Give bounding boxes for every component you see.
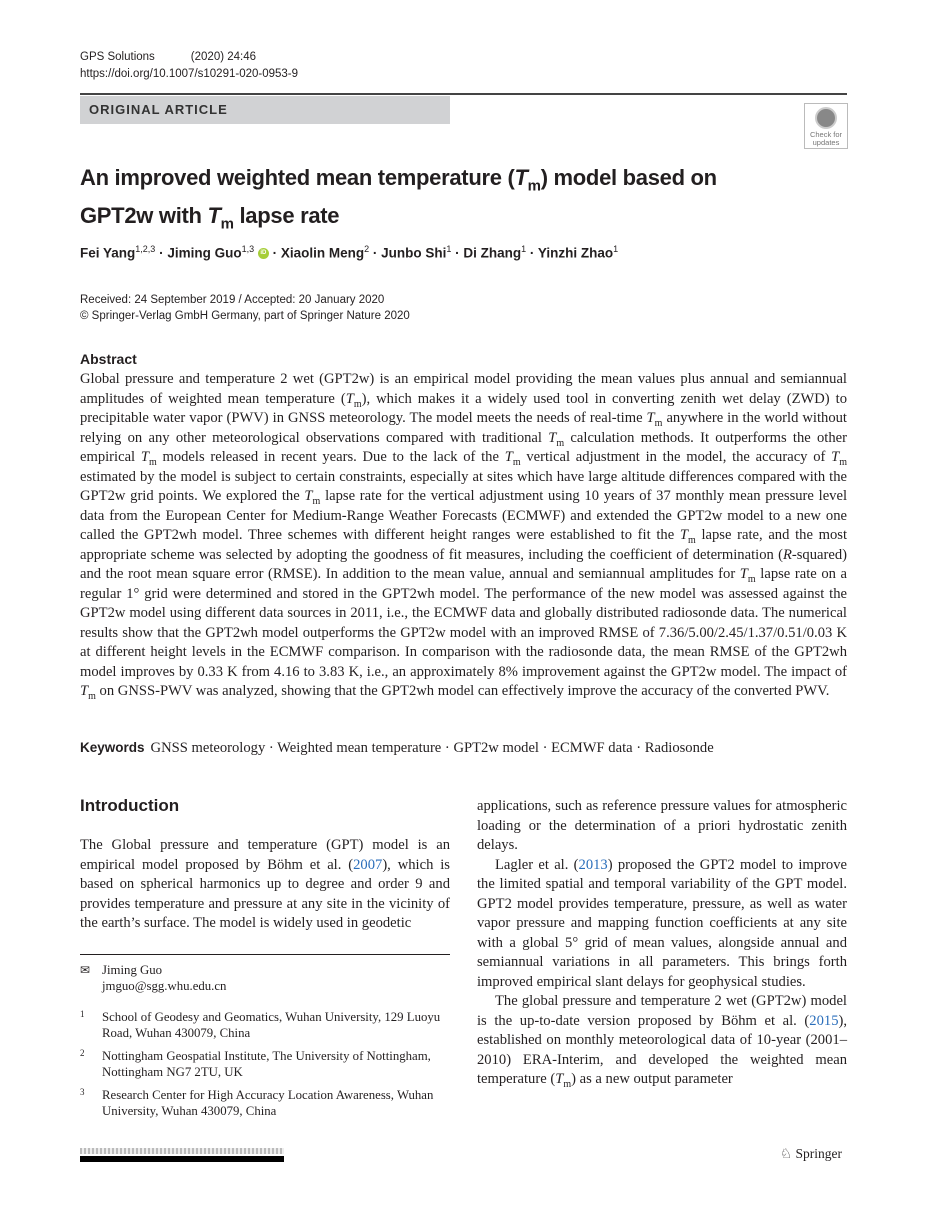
text-segment: The Global pressure and temperature (GPT) model is an empirical model proposed by Böhm et al. ( — [80, 837, 450, 873]
footnote-number: 2 — [80, 1048, 85, 1058]
affiliation-text: Nottingham Geospatial Institute, The University of Nottingham, Nottingham NG7 2TU, UK — [102, 1049, 431, 1079]
affiliation-footnote — [80, 1009, 450, 1041]
text-segment: lapse rate on a regular 1° grid were determined and stored in the GPT2wh model. The performance of the new model was assessed against the GPT2w model using different data sources in 2011, i.e., the ECMWF data and globally distributed radiosonde data. The numerical results show that the GPT2wh model outperforms the GPT2w model with an improved RMSE of 7.36/5.00/2.45/1.37/0.51/0.03 K at different height levels in the ECMWF comparison. In comparison with the radiosonde data, the mean RMSE of the GPT2wh model improves by 0.33 K from 4.16 to 3.83 K, i.e., an approximately 8% improvement against the GPT2w model. The impact of — [80, 566, 847, 680]
envelope-icon: ✉ — [80, 963, 91, 977]
intro-paragraph — [80, 836, 450, 934]
author-name[interactable]: Xiaolin Meng — [280, 245, 365, 261]
footer-bar — [80, 1156, 284, 1162]
keywords — [80, 740, 714, 757]
text-segment: m — [747, 573, 756, 585]
text-segment: m — [687, 534, 696, 546]
springer-logo — [780, 1146, 842, 1162]
text-segment: anywhere in the world without relying on any other meteorological observations compared with traditional — [80, 410, 847, 446]
text-segment: R — [782, 546, 792, 563]
text-segment: m — [220, 215, 234, 233]
text-segment: m — [839, 456, 847, 468]
article-type-badge: ORIGINAL ARTICLE — [80, 96, 450, 124]
copyright: © Springer-Verlag GmbH Germany, part of Springer Nature 2020 — [80, 310, 410, 322]
springer-horse-icon: ♘ — [780, 1146, 793, 1161]
bookmark-icon — [815, 107, 837, 129]
text-segment: estimated by the model is subject to certain constraints, especially at sites which have large altitude differences compared with the GPT2w grid points. We explored the — [80, 468, 847, 504]
text-segment: m — [556, 437, 565, 449]
author-name[interactable]: Di Zhang — [463, 245, 522, 261]
author-affiliation: 1 — [521, 244, 527, 254]
text-segment: ), which makes it a widely used tool in converting zenith wet delay (ZWD) to precipitable water vapor (PWV) in GNSS meteorology. The model meets the needs of real-time — [80, 390, 847, 426]
text-segment: on GNSS-PWV was analyzed, showing that the GPT2wh model can effectively improve the accuracy of the converted PWV. — [95, 683, 830, 699]
check-for-updates-button[interactable] — [804, 103, 848, 149]
text-segment: m — [512, 456, 521, 468]
text-segment: ) as a new output parameter — [571, 1071, 733, 1087]
text-segment: applications, such as reference pressure values for atmospheric loading or the determination of a priori hydrostatic zenith delays. — [477, 798, 847, 853]
text-segment: m — [148, 456, 157, 468]
separator: · — [155, 245, 168, 261]
text-segment: m — [88, 690, 96, 702]
separator: · — [268, 245, 281, 261]
body-paragraph — [477, 992, 847, 1090]
text-segment: m — [654, 417, 663, 429]
text-segment: m — [527, 177, 541, 195]
text-segment: lapse rate, and the most appropriate scheme was selected by adopting the goodness of fit measures, including the coefficient of determination ( — [80, 527, 847, 563]
separator: · — [526, 245, 538, 261]
text-segment: T — [739, 566, 748, 582]
text-segment: T — [831, 449, 840, 465]
text-segment: ), which is based on spherical harmonics up to degree and order 9 and provides temperature and pressure at any site in the vicinity of the earth’s surface. The model is widely used in geodetic — [80, 856, 450, 931]
author-affiliation: 2 — [364, 244, 370, 254]
author-name[interactable]: Yinzhi Zhao — [537, 245, 614, 261]
right-column — [477, 797, 847, 1090]
footnote-rule — [80, 954, 450, 955]
author-name[interactable]: Junbo Shi — [381, 245, 447, 261]
received-accepted: Received: 24 September 2019 / Accepted: 20 January 2020 — [80, 294, 385, 306]
text-segment: T — [514, 165, 528, 190]
text-segment: T — [140, 449, 149, 465]
text-segment: T — [345, 390, 354, 407]
publisher-name: Springer — [795, 1146, 842, 1161]
check-updates-label: Check for updates — [809, 130, 843, 147]
text-segment: m — [353, 398, 362, 410]
author-list — [80, 244, 618, 261]
footnote-number: 3 — [80, 1087, 85, 1097]
journal-info — [80, 51, 256, 63]
text-segment: lapse rate — [233, 203, 340, 229]
affiliation-footnote — [80, 1048, 450, 1080]
text-segment: ) model based on GPT2w with — [80, 165, 717, 229]
keywords-list: GNSS meteorology · Weighted mean temperature · GPT2w model · ECMWF data · Radiosonde — [150, 740, 714, 756]
text-segment: The global pressure and temperature 2 wet (GPT2w) model is the up-to-date version proposed by Böhm et al. ( — [477, 993, 847, 1029]
corresponding-email[interactable]: jmguo@sgg.whu.edu.cn — [102, 979, 227, 993]
keywords-label: Keywords — [80, 740, 145, 755]
author-affiliation: 1 — [613, 244, 619, 254]
text-segment: T — [679, 527, 688, 543]
dates — [80, 292, 410, 324]
abstract-heading: Abstract — [80, 351, 137, 367]
affiliation-text: Research Center for High Accuracy Location Awareness, Wuhan University, Wuhan 430079, China — [102, 1088, 434, 1118]
corresponding-name: Jiming Guo — [102, 963, 163, 977]
author-name[interactable]: Jiming Guo — [167, 245, 242, 261]
barcode — [80, 1148, 284, 1154]
corresponding-author — [80, 962, 450, 994]
author-affiliation: 1,2,3 — [135, 244, 156, 254]
text-segment: T — [80, 683, 89, 699]
text-segment: Lagler et al. ( — [495, 856, 579, 873]
affiliation-text: School of Geodesy and Geomatics, Wuhan University, 129 Luoyu Road, Wuhan 430079, China — [102, 1010, 441, 1040]
header-rule — [80, 93, 847, 95]
text-segment: m — [563, 1078, 572, 1090]
text-segment: vertical adjustment in the model, the accuracy of — [520, 449, 832, 465]
text-segment: -squared) and the root mean square error (RMSE). In addition to the mean value, annual and semiannual amplitudes for — [80, 546, 847, 582]
text-segment: calculation methods. It outperforms the other empirical — [80, 429, 848, 465]
paper-title — [80, 163, 780, 240]
introduction-heading: Introduction — [80, 796, 180, 815]
affiliation-footnote — [80, 1087, 450, 1119]
abstract-text — [80, 370, 847, 702]
author-affiliation: 1,3 — [241, 244, 255, 254]
author-name[interactable]: Fei Yang — [80, 245, 136, 261]
citation-link[interactable]: 2007 — [353, 856, 383, 873]
citation-link[interactable]: 2015 — [809, 1012, 839, 1029]
doi-link[interactable]: https://doi.org/10.1007/s10291-020-0953-9 — [80, 68, 299, 80]
footnote-number: 1 — [80, 1009, 85, 1019]
body-paragraph — [477, 856, 847, 993]
text-segment: Global pressure and temperature 2 wet (GPT2w) is an empirical model providing the mean values plus annual and semiannual amplitudes of weighted mean temperature ( — [80, 371, 847, 407]
separator: · — [451, 245, 464, 261]
journal-name: GPS Solutions — [80, 51, 155, 63]
text-segment: ), established on monthly meteorological data of 10-year (2001–2010) ERA-Interim, and developed the weighted mean temperature ( — [477, 1012, 847, 1087]
text-segment: ) proposed the GPT2 model to improve the limited spatial and temporal variability of the GPT model. GPT2 model provides temperature, pressure, as well as water vapor pressure and mapping function coefficients at any site with a global 5° grid of mean values, alongside annual and semiannual variations in all parameters. This brings forth improved empirical slant delays for geophysical studies. — [477, 856, 847, 990]
text-segment: An improved weighted mean temperature ( — [80, 165, 515, 190]
orcid-icon[interactable]: iD — [258, 248, 269, 259]
separator: · — [369, 245, 382, 261]
volume: (2020) 24:46 — [190, 51, 257, 63]
text-segment: m — [312, 495, 321, 507]
text-segment: T — [548, 429, 557, 446]
text-segment: models released in recent years. Due to the lack of the — [156, 449, 505, 465]
text-segment: T — [646, 410, 655, 426]
author-affiliation: 1 — [446, 244, 452, 254]
text-segment: T — [304, 488, 313, 504]
citation-link[interactable]: 2013 — [578, 856, 608, 873]
text-segment: T — [504, 449, 513, 465]
text-segment: T — [555, 1071, 564, 1087]
text-segment: T — [207, 203, 221, 229]
text-segment: lapse rate for the vertical adjustment using 10 years of 37 monthly mean pressure level data from the European Center for Medium-Range Weather Forecasts (ECMWF) and extended the GPT2w model to a new one called the GPT2wh model. Three schemes with different height ranges were established to fit the — [80, 488, 847, 543]
body-paragraph — [477, 797, 847, 856]
